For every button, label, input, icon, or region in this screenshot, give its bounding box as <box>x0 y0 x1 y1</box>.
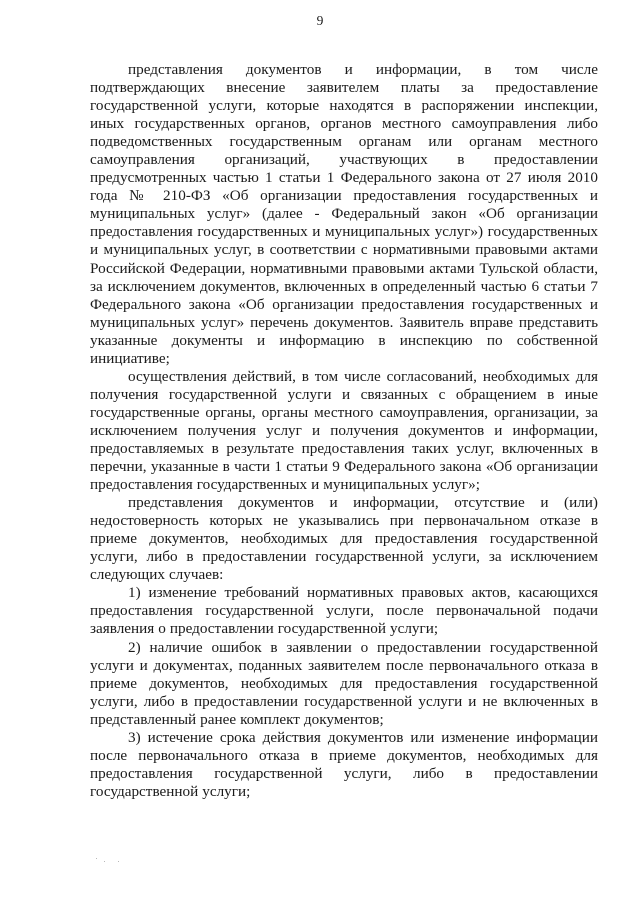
paragraph-documents-info: представления документов и информации, в том числе подтверждающих внесение заявителем платы за предоставление государственной услуги, которые находятся в распоряжении инспекции, иных государственных органов, органов местного самоуправления либо подведомственных государственным органам или органам местного самоуправления организаций, участвующих в предоставлении предусмотренных частью 1 статьи 1 Федерального закона от 27 июля 2010 года № 210-ФЗ «Об организации предоставления государственных и муниципальных услуг» (далее - Федеральный закон «Об организации предоставления государственных и муниципальных услуг») государственных и муниципальных услуг, в соответствии с нормативными правовыми актами Российской Федерации, нормативными правовыми актами Тульской области, за исключением документов, включенных в определенный частью 6 статьи 7 Федерального закона «Об организации предоставления государственных и муниципальных услуг» перечень документов. Заявитель вправе представить указанные документы и информацию в инспекцию по собственной инициативе; <box>90 61 598 367</box>
list-item-3: 3) истечение срока действия документов или изменение информации после первоначального отказа в приеме документов, необходимых для предоставления государственной услуги, либо в предоставлении государственной услуги; <box>90 728 598 800</box>
document-body <box>90 61 598 801</box>
paragraph-actions: осуществления действий, в том числе согласований, необходимых для получения государственной услуги и связанных с обращением в иные государственные органы, органы местного самоуправления, организации, за исключением получения услуг и получения документов и информации, предоставляемых в результате предоставления таких услуг, включенных в перечни, указанные в части 1 статьи 9 Федерального закона «Об организации предоставления государственных и муниципальных услуг»; <box>90 367 598 494</box>
list-item-1: 1) изменение требований нормативных правовых актов, касающихся предоставления государственной услуги, после первоначальной подачи заявления о предоставлении государственной услуги; <box>90 584 598 638</box>
paragraph-refusal: представления документов и информации, отсутствие и (или) недостоверность которых не указывались при первоначальном отказе в приеме документов, необходимых для предоставления государственной услуги, либо в предоставлении государственной услуги, за исключением следующих случаев: <box>90 494 598 584</box>
scan-artifact <box>96 858 97 859</box>
page-number: 9 <box>316 13 324 28</box>
list-item-2: 2) наличие ошибок в заявлении о предоставлении государственной услуги и документах, поданных заявителем после первоначального отказа в приеме документов, необходимых для предоставления государственной услуги, либо в предоставлении государственной услуги и не включенных в представленный ранее комплект документов; <box>90 638 598 728</box>
scan-artifact <box>104 861 105 862</box>
scan-artifact <box>118 861 119 862</box>
